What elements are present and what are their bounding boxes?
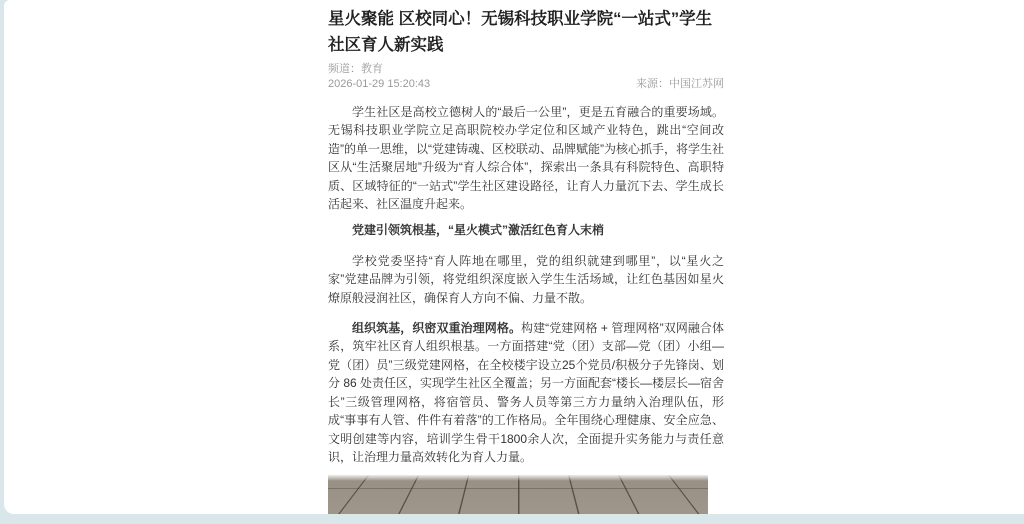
source-value: 中国江苏网: [669, 78, 724, 90]
paragraph-governance-grid: [328, 319, 724, 466]
section-heading-party-building: 党建引领筑根基，“星火模式”激活红色育人末梢: [352, 223, 605, 238]
paragraph-intro: 学生社区是高校立德树人的“最后一公里”，更是五育融合的重要场域。无锡科技职业学院立足高职院校办学定位和区域产业特色，跳出“空间改造”的单一思维，以“党建铸魂、区校联动、品牌赋能”为核心抓手，将学生社区从“生活聚居地”升级为“育人综合体”，探索出一条具有科院特色、高职特质、区域特征的“一站式”学生社区建设路径，让育人力量沉下去、学生成长活起来、社区温度升起来。: [328, 105, 724, 212]
channel-label: 频道：: [328, 63, 361, 75]
channel-row: [328, 62, 724, 76]
article-title: 星火聚能 区校同心！无锡科技职业学院“一站式”学生社区育人新实践: [328, 10, 713, 54]
article: [328, 0, 724, 514]
article-meta: [328, 62, 724, 91]
publish-datetime: 2026-01-29 15:20:43: [328, 78, 431, 90]
meta-row: [328, 77, 724, 91]
article-photo-ceiling: [328, 475, 708, 514]
paragraph-governance-grid-lead: 组织筑基，织密双重治理网格。: [352, 321, 522, 336]
channel-value-link[interactable]: 教育: [361, 63, 383, 75]
paragraph-governance-grid-body: 构建“党建网格 + 管理网格”双网融合体系，筑牢社区育人组织根基。一方面搭建“党（团）支部—党（团）小组—党（团）员”三级党建网格，在全校楼宇设立25个党员/积极分子先锋岗、划分 86 处责任区，实现学生社区全覆盖；另一方面配套“楼长—楼层长—宿舍长”三级管理网格，将宿管员、警务人员等第三方力量纳入治理队伍，形成“事事有人管、件件有着落”的工作格局。全年围绕心理健康、安全应急、文明创建等内容，培训学生骨干1800余人次，全面提升实务能力与责任意识，让治理力量高效转化为育人力量。: [328, 321, 725, 464]
paragraph-party-committee: 学校党委坚持“育人阵地在哪里，党的组织就建到哪里”，以“星火之家”党建品牌为引领，将党组织深度嵌入学生生活场域，让红色基因如星火燎原般浸润社区，确保育人方向不偏、力量不散。: [328, 253, 724, 305]
photo-top-highlight: [328, 475, 708, 481]
source-label: 来源：: [636, 78, 669, 90]
source: [636, 77, 724, 91]
article-page-card: [4, 0, 1024, 514]
